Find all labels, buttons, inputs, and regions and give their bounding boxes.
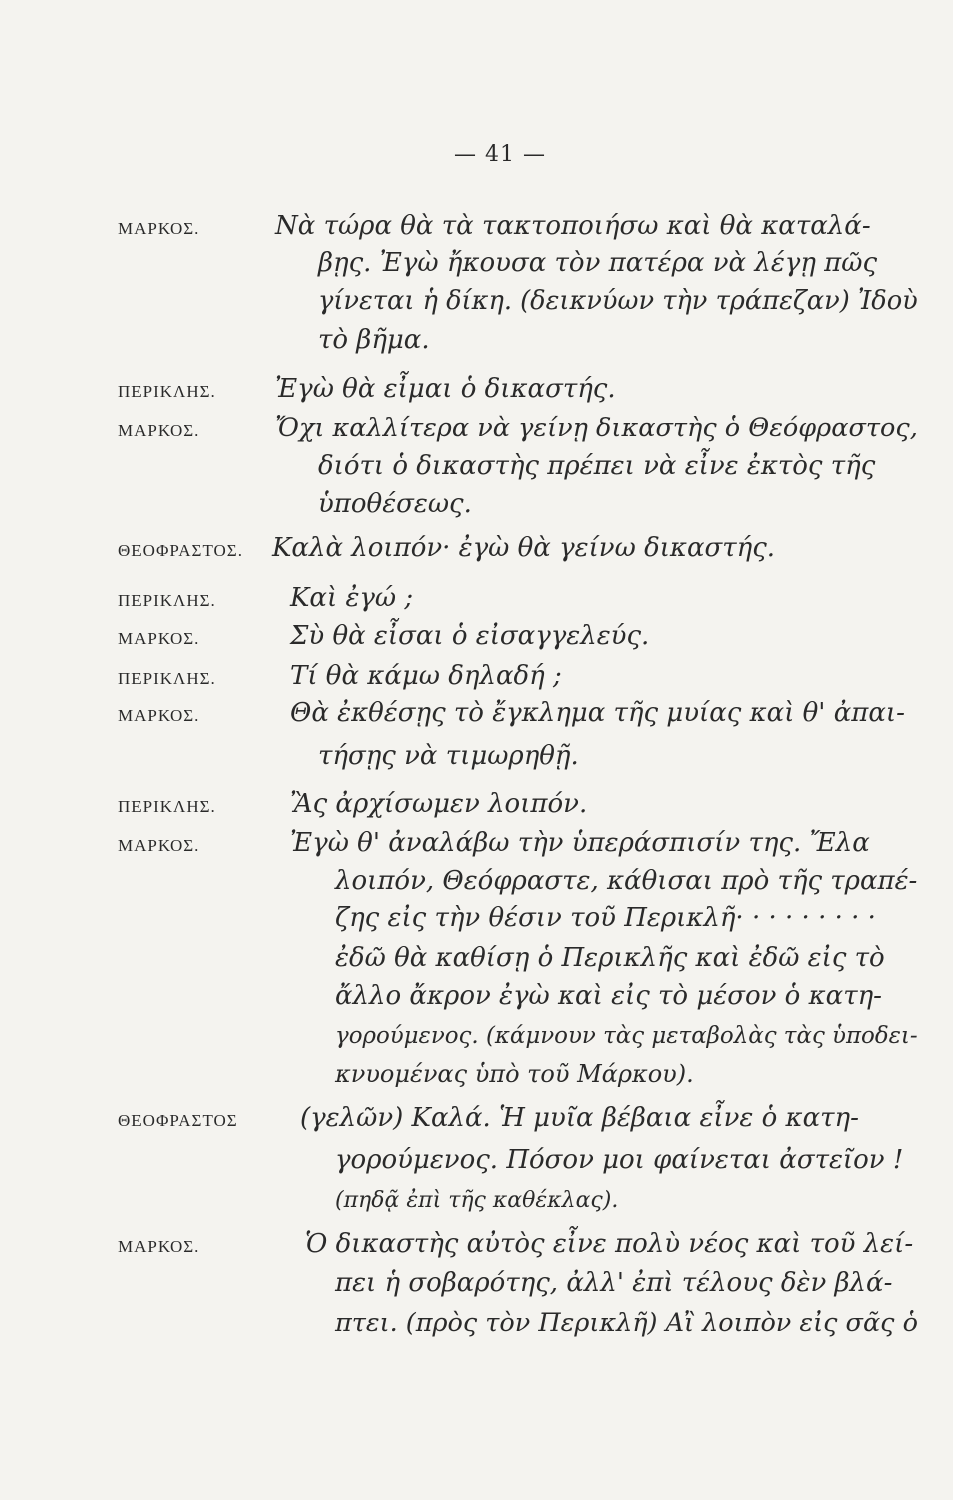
dialogue-text: Καὶ ἐγώ ; — [290, 583, 414, 613]
dialogue-line — [0, 1103, 953, 1133]
dialogue-line — [0, 533, 953, 563]
dialogue-line — [0, 248, 953, 278]
dialogue-text: ζης εἰς τὴν θέσιν τοῦ Περικλῆ· · · · · · · · · — [335, 903, 876, 933]
dialogue-line — [0, 981, 953, 1011]
dialogue-line — [0, 413, 953, 443]
dialogue-text: ἄλλο ἄκρον ἐγὼ καὶ εἰς τὸ μέσον ὁ κατη- — [335, 981, 882, 1011]
dialogue-line — [0, 1268, 953, 1298]
speaker-name: ΜΑΡΚΟΣ. — [118, 836, 200, 855]
dialogue-line — [0, 1229, 953, 1259]
speaker-name: ΜΑΡΚΟΣ. — [118, 219, 200, 238]
speaker-name: ΠΕΡΙΚΛΗΣ. — [118, 797, 216, 816]
speaker-name: ΠΕΡΙΚΛΗΣ. — [118, 382, 216, 401]
dialogue-line — [0, 866, 953, 896]
dialogue-line — [0, 211, 953, 241]
dialogue-text: Νὰ τώρα θὰ τὰ τακτοποιήσω καὶ θὰ καταλά- — [275, 211, 871, 241]
dialogue-line — [0, 286, 953, 316]
speaker-name: ΘΕΟΦΡΑΣΤΟΣ — [118, 1111, 238, 1130]
dialogue-line — [0, 1308, 953, 1338]
dialogue-text: Ἂς ἀρχίσωμεν λοιπόν. — [290, 789, 588, 819]
dialogue-line — [0, 451, 953, 481]
dialogue-text: λοιπόν, Θεόφραστε, κάθισαι πρὸ τῆς τραπέ- — [335, 866, 918, 896]
dialogue-text: (γελῶν) Καλά. Ἡ μυῖα βέβαια εἶνε ὁ κατη- — [300, 1103, 859, 1133]
dialogue-line — [0, 489, 953, 519]
dialogue-line — [0, 903, 953, 933]
speaker-name: ΜΑΡΚΟΣ. — [118, 421, 200, 440]
dialogue-text: γορούμενος. Πόσον μοι φαίνεται ἀστεῖον ! — [335, 1145, 904, 1175]
dialogue-text: Ἐγὼ θὰ εἶμαι ὁ δικαστής. — [275, 374, 616, 404]
dialogue-text: Θὰ ἐκθέσῃς τὸ ἔγκλημα τῆς μυίας καὶ θ' ἀπαι- — [290, 698, 905, 728]
dialogue-line — [0, 661, 953, 691]
dialogue-text: κνυομένας ὑπὸ τοῦ Μάρκου). — [335, 1060, 694, 1088]
speaker-name: ΠΕΡΙΚΛΗΣ. — [118, 669, 216, 688]
dialogue-text: βῃς. Ἐγὼ ἤκουσα τὸν πατέρα νὰ λέγῃ πῶς — [318, 248, 878, 278]
dialogue-line — [0, 1145, 953, 1175]
dialogue-line — [0, 1188, 953, 1213]
dialogue-line — [0, 1060, 953, 1088]
dialogue-text: Ἐγὼ θ' ἀναλάβω τὴν ὑπεράσπισίν της. Ἔλα — [290, 828, 870, 858]
dialogue-text: γίνεται ἡ δίκη. (δεικνύων τὴν τράπεζαν) Ἰδοὺ — [318, 286, 918, 316]
speaker-name: ΜΑΡΚΟΣ. — [118, 1237, 200, 1256]
speaker-name: ΜΑΡΚΟΣ. — [118, 706, 200, 725]
dialogue-text: πει ἡ σοβαρότης, ἀλλ' ἐπὶ τέλους δὲν βλά- — [335, 1268, 893, 1298]
dialogue-text: διότι ὁ δικαστὴς πρέπει νὰ εἶνε ἐκτὸς τῆς — [318, 451, 876, 481]
dialogue-line — [0, 1023, 953, 1049]
dialogue-text: (πηδᾷ ἐπὶ τῆς καθέκλας). — [335, 1188, 619, 1213]
page-number: — 41 — — [454, 142, 546, 167]
dialogue-text: ὑποθέσεως. — [318, 489, 472, 519]
dialogue-text: Ὄχι καλλίτερα νὰ γείνῃ δικαστὴς ὁ Θεόφραστος, — [275, 413, 918, 443]
speaker-name: ΘΕΟΦΡΑΣΤΟΣ. — [118, 541, 243, 560]
dialogue-text: πτει. (πρὸς τὸν Περικλῆ) Αἲ λοιπὸν εἰς σᾶς ὁ — [335, 1308, 918, 1338]
dialogue-line — [0, 621, 953, 651]
dialogue-text: ἐδῶ θὰ καθίσῃ ὁ Περικλῆς καὶ ἐδῶ εἰς τὸ — [335, 943, 885, 973]
dialogue-text: τὸ βῆμα. — [318, 325, 430, 355]
dialogue-line — [0, 698, 953, 728]
speaker-name: ΠΕΡΙΚΛΗΣ. — [118, 591, 216, 610]
speaker-name: ΜΑΡΚΟΣ. — [118, 629, 200, 648]
dialogue-text: Τί θὰ κάμω δηλαδή ; — [290, 661, 562, 691]
dialogue-line — [0, 325, 953, 355]
dialogue-line — [0, 828, 953, 858]
dialogue-text: τήσῃς νὰ τιμωρηθῇ. — [318, 741, 579, 771]
dialogue-text: γορούμενος. (κάμνουν τὰς μεταβολὰς τὰς ὑποδει- — [335, 1023, 918, 1049]
dialogue-text: Καλὰ λοιπόν· ἐγὼ θὰ γείνω δικαστής. — [272, 533, 776, 563]
dialogue-line — [0, 583, 953, 613]
dialogue-text: Ὁ δικαστὴς αὐτὸς εἶνε πολὺ νέος καὶ τοῦ λεί- — [305, 1229, 914, 1259]
dialogue-line — [0, 943, 953, 973]
dialogue-line — [0, 741, 953, 771]
dialogue-text: Σὺ θὰ εἶσαι ὁ εἰσαγγελεύς. — [290, 621, 650, 651]
dialogue-line — [0, 374, 953, 404]
dialogue-line — [0, 789, 953, 819]
